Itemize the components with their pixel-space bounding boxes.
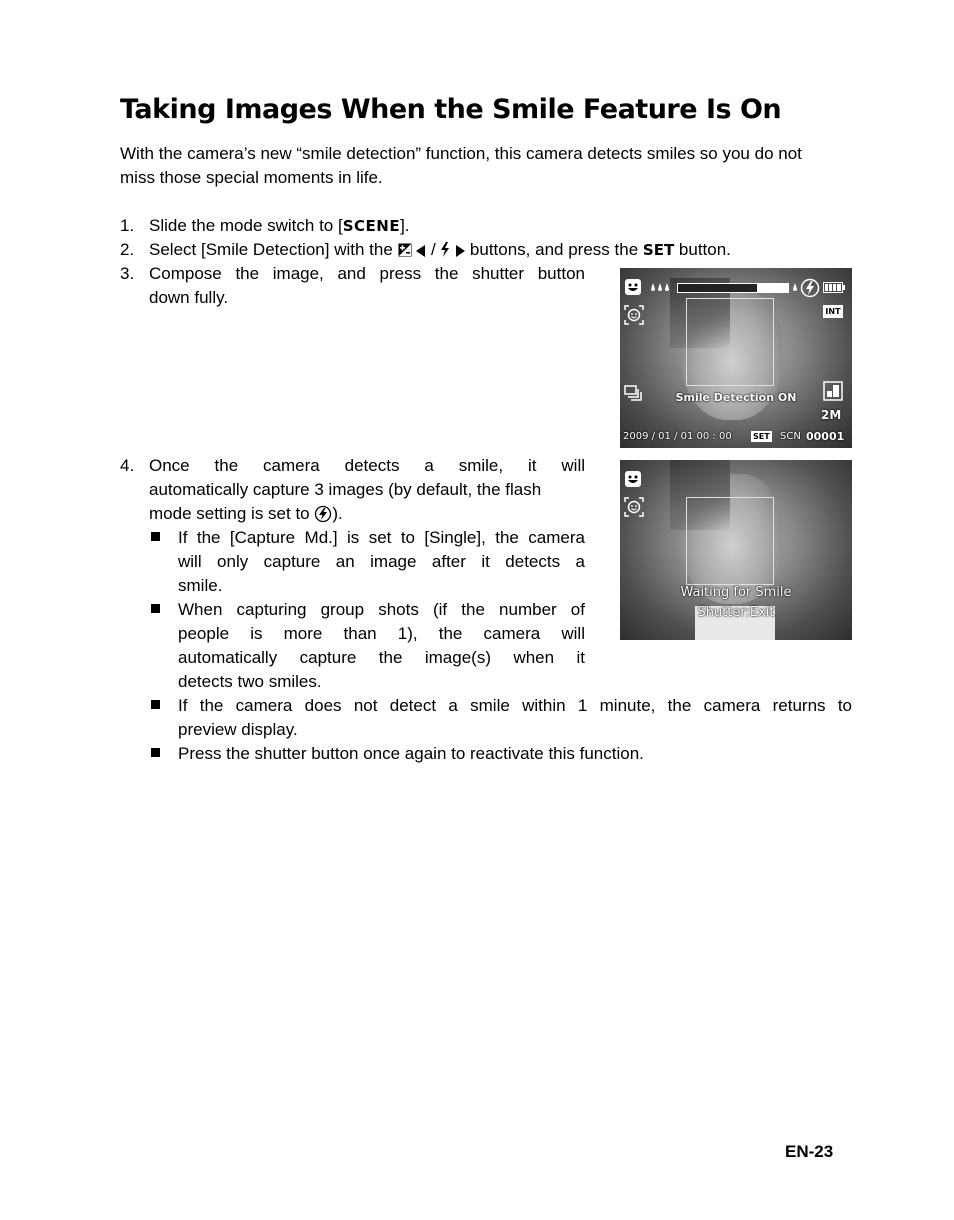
step-2-slash: /	[430, 240, 436, 259]
step-4-line-2: automatically capture 3 images (by default, the flash	[149, 480, 542, 499]
bullet-4-text	[178, 742, 852, 766]
shot-counter: 00001	[806, 430, 845, 443]
auto-flash-icon	[800, 278, 820, 298]
step-4-line-3-pre: mode setting is set to	[149, 504, 310, 523]
step-1-pre: Slide the mode switch to [	[149, 216, 343, 235]
bullet-marker	[151, 532, 160, 541]
bullet-2-line-1: When capturing group shots (if the number of	[178, 600, 585, 619]
smile-detection-label: Smile Detection ON	[675, 391, 797, 404]
quality-icon	[823, 381, 843, 401]
step-4-number: 4.	[120, 456, 135, 475]
bullet-3-line-1: If the camera does not detect a smile within 1 minute, the camera returns to	[178, 696, 852, 715]
camera-screen-waiting	[620, 460, 852, 640]
scene-mode-label: SCN	[780, 431, 801, 442]
battery-icon	[823, 282, 845, 293]
exposure-icon	[398, 243, 412, 257]
step-2-pre: Select [Smile Detection] with the	[149, 240, 393, 259]
step-1-post: ].	[400, 216, 410, 235]
bullet-3-text	[178, 694, 852, 742]
face-detect-frame	[686, 298, 774, 386]
bullet-2-line-2: people is more than 1), the camera will	[178, 624, 585, 643]
macro-icon	[792, 282, 798, 294]
bullet-2-line-4: detects two smiles.	[178, 672, 322, 691]
bullet-2-text	[178, 598, 585, 694]
camera-screen-preview	[620, 268, 852, 448]
memory-badge: INT	[823, 305, 843, 318]
waiting-line-1: Waiting for Smile	[680, 585, 792, 600]
step-1-text	[149, 214, 410, 238]
left-arrow-icon	[416, 245, 426, 257]
step-1-number: 1.	[120, 216, 135, 235]
bullet-1-line-3: smile.	[178, 576, 223, 595]
force-flash-icon	[314, 505, 332, 523]
resolution-label: 2M	[821, 408, 842, 422]
bullet-4-line-1: Press the shutter button once again to reactivate this function.	[178, 744, 644, 763]
bullet-2-line-3: automatically capture the image(s) when it	[178, 648, 585, 667]
zoom-bar-fill	[757, 284, 788, 292]
step-3-line-2: down fully.	[149, 288, 229, 307]
face-detect-frame	[686, 497, 774, 585]
step-3-number: 3.	[120, 264, 135, 283]
bullet-marker	[151, 604, 160, 613]
set-button-label: SET	[642, 241, 675, 259]
step-4-line-1: Once the camera detects a smile, it will	[149, 456, 585, 475]
step-4-text	[149, 454, 585, 526]
smile-mode-icon	[624, 470, 642, 488]
bullet-1-line-2: will only capture an image after it detects a	[178, 552, 585, 571]
scene-label: SCENE	[342, 217, 401, 235]
step-2-text	[149, 238, 731, 262]
bullet-1-line-1: If the [Capture Md.] is set to [Single], the camera	[178, 528, 585, 547]
face-detect-icon	[624, 305, 644, 325]
stabilizer-icon	[650, 282, 672, 294]
step-4-line-3-post: ).	[332, 504, 343, 523]
step-4-line-3	[149, 502, 585, 526]
step-3-line-1: Compose the image, and press the shutter button	[149, 264, 585, 283]
page-number: EN-23	[785, 1142, 834, 1161]
right-arrow-icon	[455, 245, 465, 257]
bullet-marker	[151, 748, 160, 757]
set-badge: SET	[753, 432, 770, 441]
bullet-3-line-2: preview display.	[178, 720, 298, 739]
step-3-text	[149, 262, 585, 310]
page-title: Taking Images When the Smile Feature Is On	[120, 94, 782, 125]
step-2-post: button.	[678, 240, 731, 259]
flash-icon	[440, 242, 450, 257]
bullet-marker	[151, 700, 160, 709]
face-detect-icon	[624, 497, 644, 517]
date-time: 2009 / 01 / 01 00 : 00	[623, 431, 732, 442]
waiting-line-2: Shutter:Exit	[697, 605, 775, 620]
smile-mode-icon	[624, 278, 642, 296]
bullet-1-text	[178, 526, 585, 598]
step-2-mid: buttons, and press the	[469, 240, 639, 259]
step-2-number: 2.	[120, 240, 135, 259]
intro-paragraph: With the camera’s new “smile detection” function, this camera detects smiles so you do not miss those special moments in life.	[120, 144, 802, 187]
waiting-message	[620, 583, 852, 623]
